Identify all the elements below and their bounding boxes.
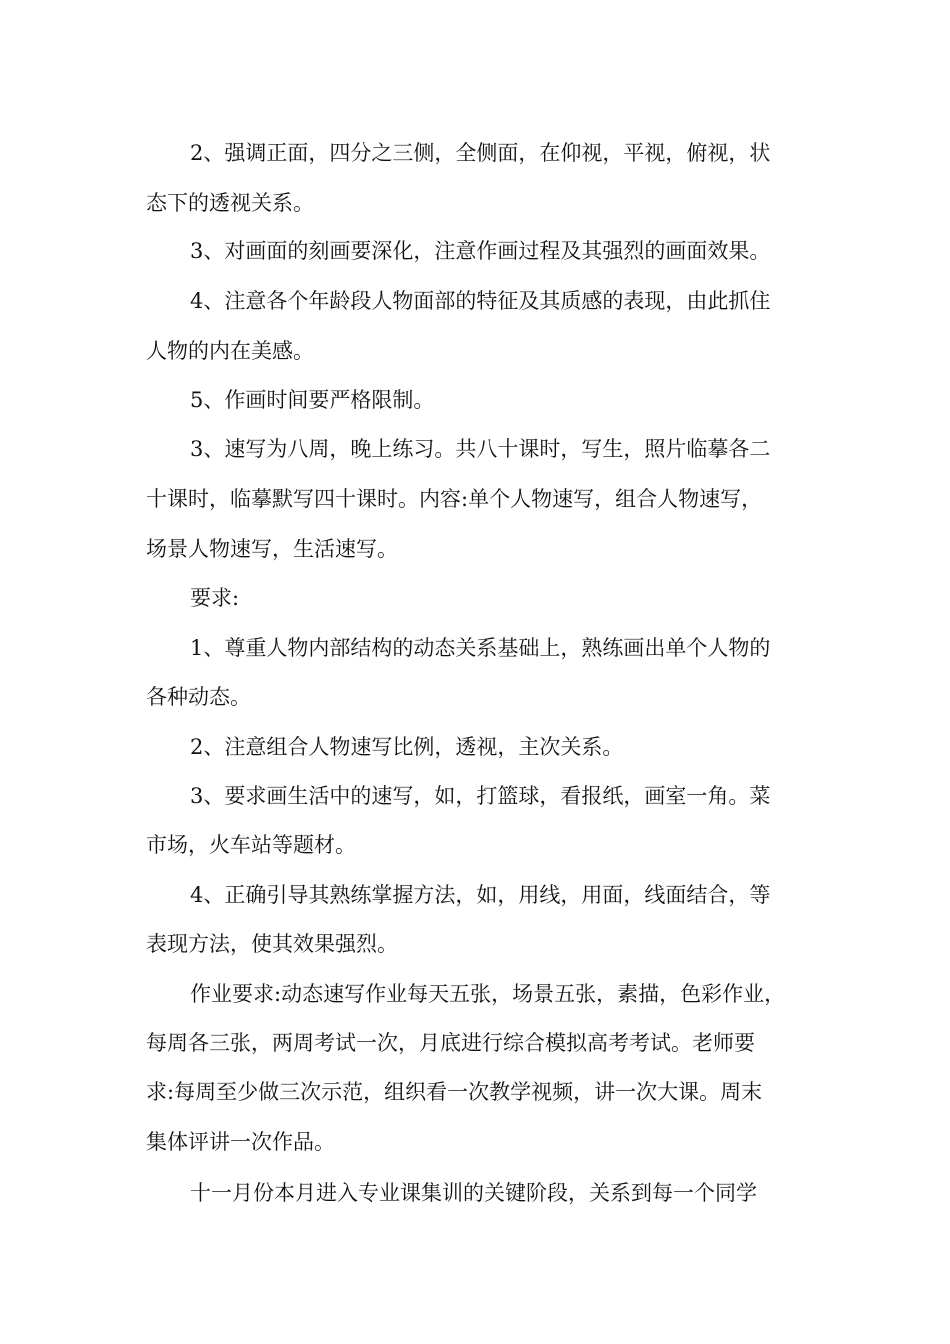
paragraph-line: 十课时，临摹默写四十课时。内容:单个人物速写，组合人物速写， [146, 487, 763, 511]
paragraph-line: 求:每周至少做三次示范，组织看一次教学视频，讲一次大课。周末 [146, 1080, 763, 1104]
paragraph-line: 2、强调正面，四分之三侧，全侧面，在仰视，平视，俯视，状 [190, 141, 771, 165]
paragraph-line: 5、作画时间要严格限制。 [190, 388, 435, 412]
paragraph-line: 市场，火车站等题材。 [146, 833, 356, 857]
paragraph-line: 作业要求:动态速写作业每天五张，场景五张，素描，色彩作业， [190, 982, 786, 1006]
paragraph-line: 2、注意组合人物速写比例，透视，主次关系。 [190, 735, 624, 759]
paragraph-line: 要求: [190, 586, 240, 610]
paragraph-line: 各种动态。 [146, 685, 251, 709]
paragraph-line: 4、正确引导其熟练掌握方法，如，用线，用面，线面结合，等 [190, 883, 771, 907]
paragraph-line: 集体评讲一次作品。 [146, 1130, 335, 1154]
paragraph-line: 场景人物速写，生活速写。 [146, 537, 398, 561]
paragraph-line: 人物的内在美感。 [146, 339, 314, 363]
paragraph-line: 3、对画面的刻画要深化，注意作画过程及其强烈的画面效果。 [190, 239, 771, 263]
paragraph-line: 十一月份本月进入专业课集训的关键阶段，关系到每一个同学 [190, 1181, 757, 1205]
paragraph-line: 1、尊重人物内部结构的动态关系基础上，熟练画出单个人物的 [190, 636, 771, 660]
paragraph-line: 3、要求画生活中的速写，如，打篮球，看报纸，画室一角。菜 [190, 784, 771, 808]
paragraph-line: 3、速写为八周，晚上练习。共八十课时，写生，照片临摹各二 [190, 437, 771, 461]
paragraph-line: 表现方法，使其效果强烈。 [146, 932, 398, 956]
paragraph-line: 态下的透视关系。 [146, 191, 314, 215]
paragraph-line: 每周各三张，两周考试一次，月底进行综合模拟高考考试。老师要 [146, 1031, 755, 1055]
paragraph-line: 4、注意各个年龄段人物面部的特征及其质感的表现，由此抓住 [190, 289, 771, 313]
